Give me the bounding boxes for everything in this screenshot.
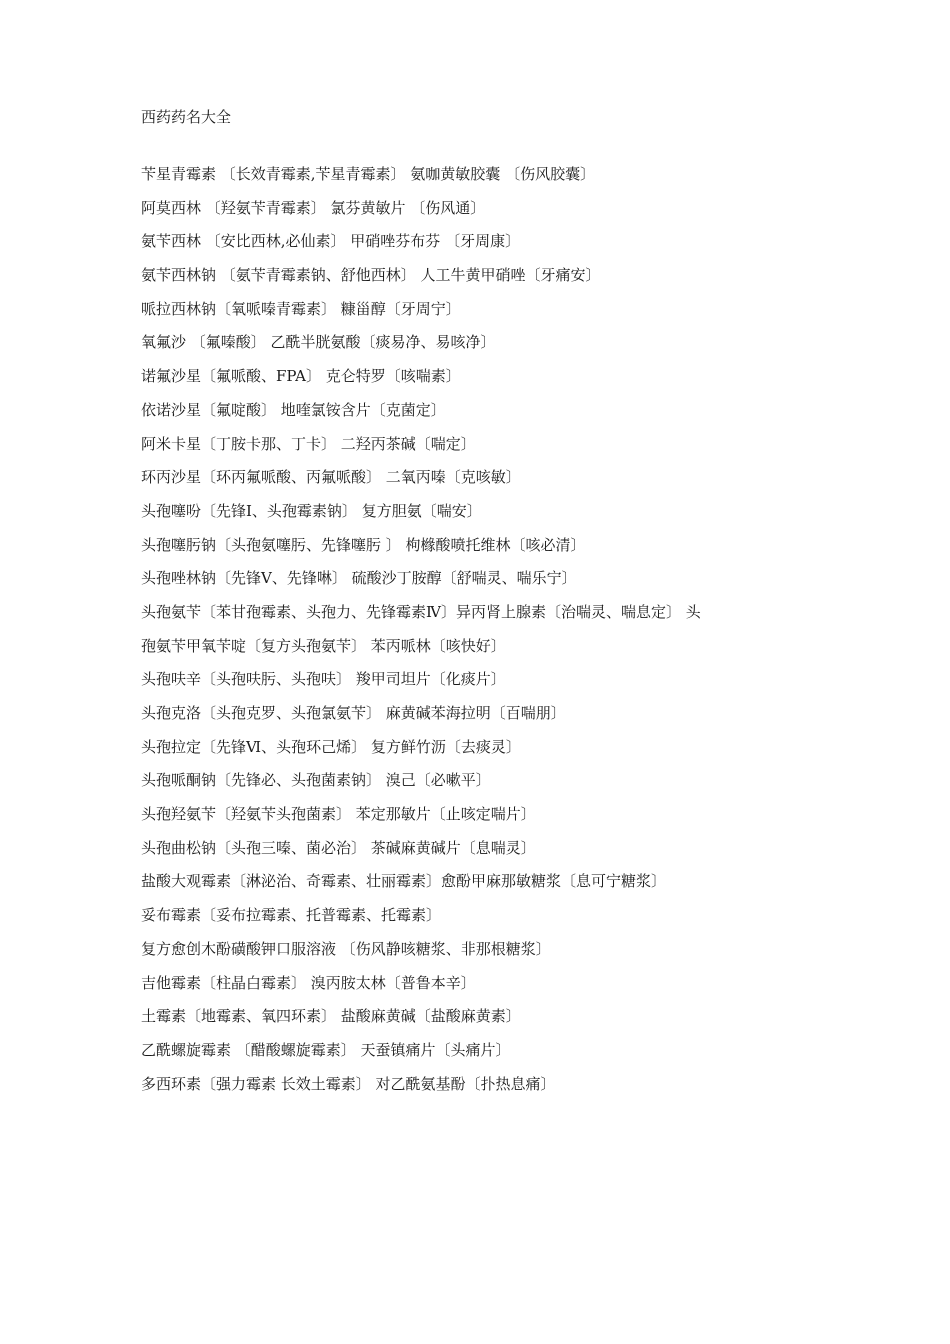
text-line: 头孢拉定〔先锋Ⅵ、头孢环己烯〕 复方鲜竹沥〔去痰灵〕 (141, 737, 521, 756)
text-line: 乙酰螺旋霉素 〔醋酸螺旋霉素〕 天蚕镇痛片〔头痛片〕 (141, 1040, 511, 1059)
text-line: 氨苄西林钠 〔氨苄青霉素钠、舒他西林〕 人工牛黄甲硝唑〔牙痛安〕 (141, 266, 601, 285)
text-line: 吉他霉素〔柱晶白霉素〕 溴丙胺太林〔普鲁本辛〕 (141, 973, 476, 992)
text-line: 头孢氨苄〔苯甘孢霉素、头孢力、先锋霉素Ⅳ〕异丙肾上腺素〔治喘灵、喘息定〕 头 (141, 602, 701, 621)
text-line: 妥布霉素〔妥布拉霉素、托普霉素、托霉素〕 (141, 906, 442, 925)
text-line: 环丙沙星〔环丙氟哌酸、丙氟哌酸〕 二氧丙嗪〔克咳敏〕 (141, 468, 521, 487)
text-line: 阿莫西林 〔羟氨苄青霉素〕 氯芬黄敏片 〔伤风通〕 (141, 198, 486, 217)
text-line: 头孢噻吩〔先锋Ⅰ、头孢霉素钠〕 复方胆氨〔喘安〕 (141, 501, 482, 520)
text-line: 头孢唑林钠〔先锋Ⅴ、先锋啉〕 硫酸沙丁胺醇〔舒喘灵、喘乐宁〕 (141, 569, 577, 588)
text-line: 头孢呋辛〔头孢呋肟、头孢呋〕 羧甲司坦片〔化痰片〕 (141, 670, 506, 689)
text-line: 氧氟沙 〔氟嗪酸〕 乙酰半胱氨酸〔痰易净、易咳净〕 (141, 333, 496, 352)
text-line: 孢氨苄甲氧苄啶〔复方头孢氨苄〕 苯丙哌林〔咳快好〕 (141, 636, 506, 655)
text-line: 苄星青霉素 〔长效青霉素,苄星青霉素〕 氨咖黄敏胶囊 〔伤风胶囊〕 (141, 165, 596, 183)
text-line: 土霉素〔地霉素、氧四环素〕 盐酸麻黄碱〔盐酸麻黄素〕 (141, 1007, 521, 1026)
text-line: 哌拉西林钠〔氧哌嗪青霉素〕 糠甾醇〔牙周宁〕 (141, 299, 461, 318)
document-body (141, 161, 781, 1104)
text-line: 头孢哌酮钠〔先锋必、头孢菌素钠〕 溴己〔必嗽平〕 (141, 771, 491, 790)
text-line: 头孢羟氨苄〔羟氨苄头孢菌素〕 苯定那敏片〔止咳定喘片〕 (141, 805, 536, 824)
text-line: 头孢曲松钠〔头孢三嗪、菌必治〕 茶碱麻黄碱片〔息喘灵〕 (141, 838, 536, 857)
text-line: 依诺沙星〔氟啶酸〕 地喹氯铵含片〔克菌定〕 (141, 400, 446, 419)
document-title: 西药药名大全 (141, 108, 232, 126)
text-line: 盐酸大观霉素〔淋泌治、奇霉素、壮丽霉素〕愈酚甲麻那敏糖浆〔息可宁糖浆〕 (141, 872, 667, 891)
text-line: 多西环素〔强力霉素 长效土霉素〕 对乙酰氨基酚〔扑热息痛〕 (141, 1074, 556, 1093)
text-line: 诺氟沙星〔氟哌酸、FPA〕 克仑特罗〔咳喘素〕 (141, 367, 461, 386)
text-line: 阿米卡星〔丁胺卡那、丁卡〕 二羟丙茶碱〔喘定〕 (141, 434, 476, 453)
text-line: 氨苄西林 〔安比西林,必仙素〕 甲硝唑芬布芬 〔牙周康〕 (141, 232, 521, 251)
text-line: 复方愈创木酚磺酸钾口服溶液 〔伤风静咳糖浆、非那根糖浆〕 (141, 939, 551, 958)
text-line: 头孢克洛〔头孢克罗、头孢氯氨苄〕 麻黄碱苯海拉明〔百喘朋〕 (141, 704, 566, 722)
text-line: 头孢噻肟钠〔头孢氨噻肟、先锋噻肟 〕 枸橼酸喷托维林〔咳必清〕 (141, 535, 586, 554)
